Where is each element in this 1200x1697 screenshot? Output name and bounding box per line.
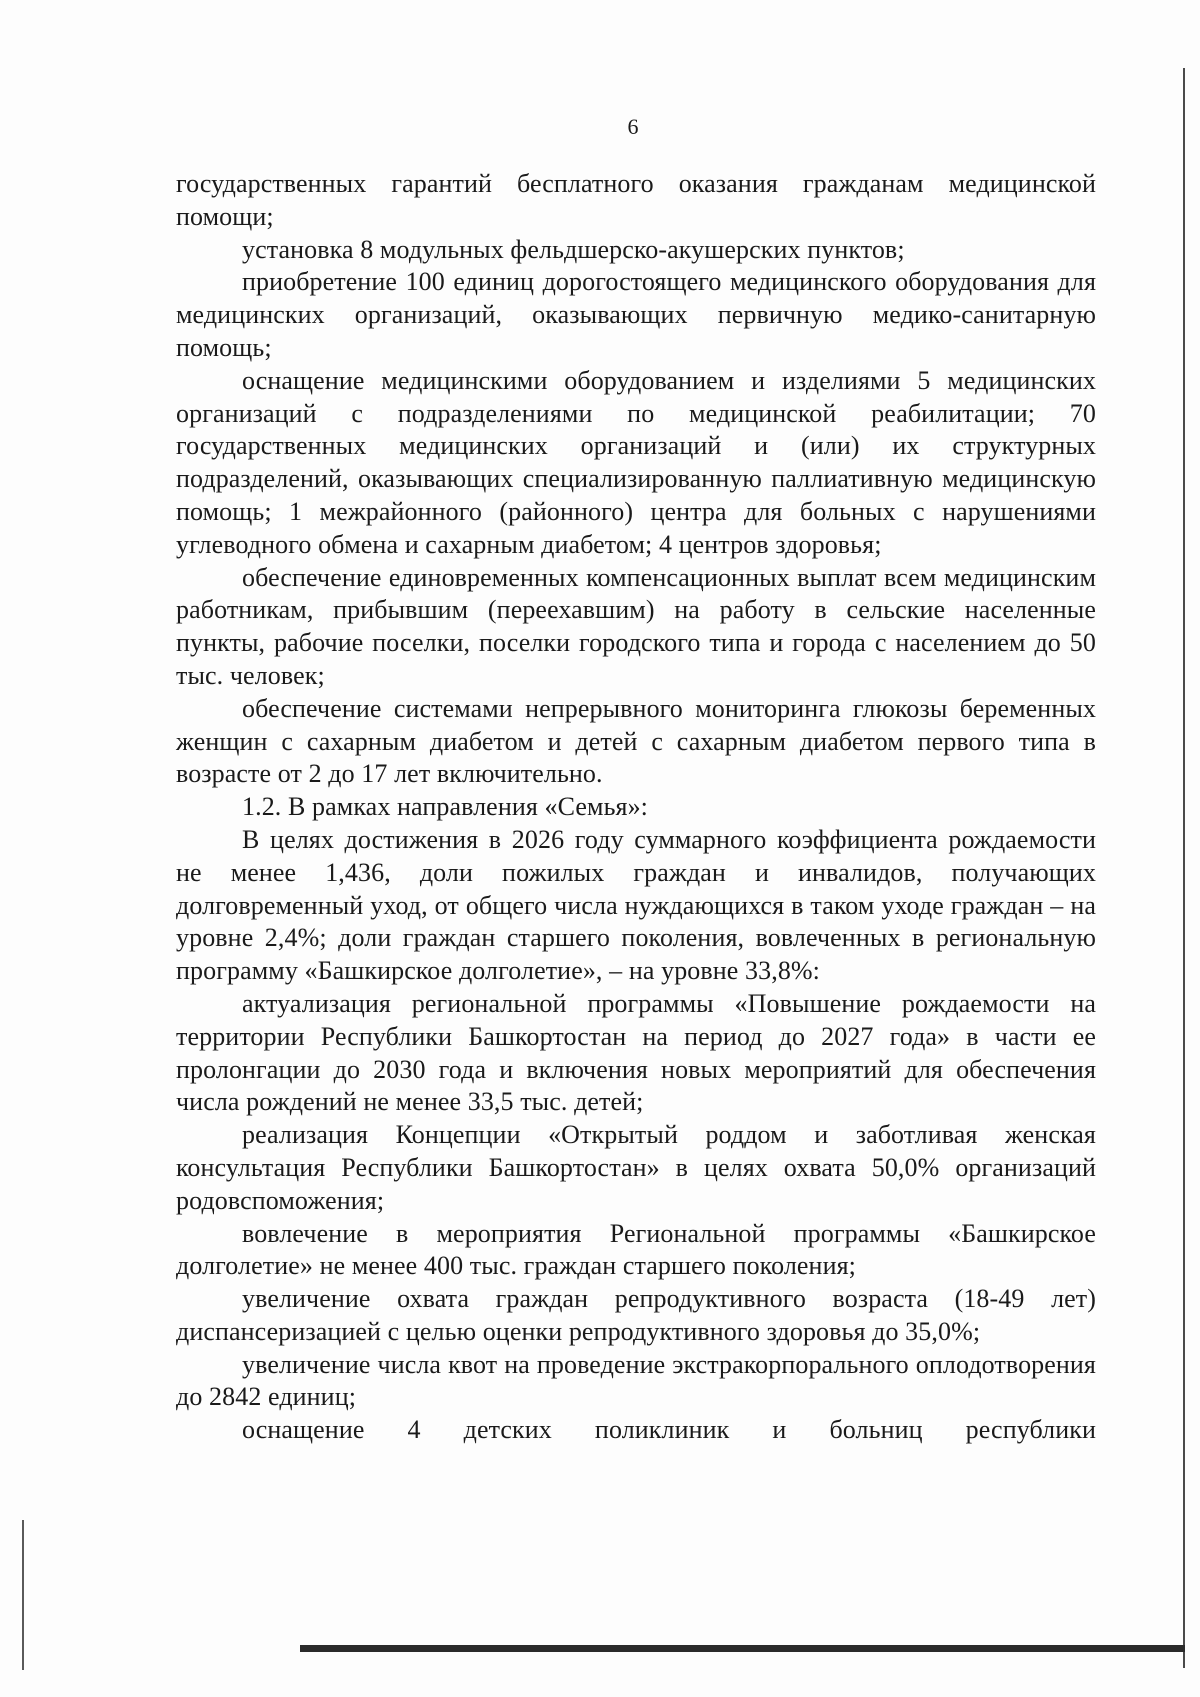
paragraph: государственных гарантий бесплатного оказания гражданам медицинской помощи; (176, 169, 1096, 231)
paragraph: оснащение 4 детских поликлиник и больниц республики (242, 1415, 1096, 1445)
scan-edge-bottom (300, 1645, 1185, 1652)
paragraph: увеличение числа квот на проведение экстракорпорального оплодотворения до 2842 единиц; (176, 1349, 1096, 1412)
scan-edge-right (1183, 68, 1185, 1668)
paragraph: установка 8 модульных фельдшерско-акушерских пунктов; (242, 234, 905, 264)
paragraph: актуализация региональной программы «Повышение рождаемости на территории Республики Башкортостан на период до 2027 года» в части ее пролонгации до 2030 года и включения новых мероприятий для обеспечения числа рождений не менее 33,5 тыс. детей; (176, 988, 1096, 1117)
paragraph: увеличение охвата граждан репродуктивного возраста (18-49 лет) диспансеризацией с целью оценки репродуктивного здоровья до 35,0%; (176, 1284, 1096, 1346)
paragraph: обеспечение системами непрерывного мониторинга глюкозы беременных женщин с сахарным диабетом и детей с сахарным диабетом первого типа в возрасте от 2 до 17 лет включительно. (176, 693, 1096, 789)
document-body (176, 168, 1096, 1447)
scan-edge-left (22, 1520, 24, 1670)
paragraph: вовлечение в мероприятия Региональной программы «Башкирское долголетие» не менее 400 тыс. граждан старшего поколения; (176, 1218, 1096, 1281)
page-number: 6 (627, 114, 639, 139)
paragraph: реализация Концепции «Открытый роддом и заботливая женская консультация Республики Башкортостан» в целях охвата 50,0% организаций родовспоможения; (176, 1120, 1096, 1215)
paragraph: обеспечение единовременных компенсационных выплат всем медицинским работникам, прибывшим (переехавшим) на работу в сельские населенные пункты, рабочие поселки, поселки городского типа и города с населением до 50 тыс. человек; (176, 562, 1096, 690)
section-heading: 1.2. В рамках направления «Семья»: (242, 792, 649, 822)
paragraph: приобретение 100 единиц дорогостоящего медицинского оборудования для медицинских организаций, оказывающих первичную медико-санитарную помощь; (176, 267, 1096, 362)
paragraph: В целях достижения в 2026 году суммарного коэффициента рождаемости не менее 1,436, доли пожилых граждан и инвалидов, получающих долговременный уход, от общего числа нуждающихся в таком уходе граждан – на уровне 2,4%; доли граждан старшего поколения, вовлеченных в региональную программу «Башкирское долголетие», – на уровне 33,8%: (176, 824, 1096, 986)
paragraph: оснащение медицинскими оборудованием и изделиями 5 медицинских организаций с подразделениями по медицинской реабилитации; 70 государственных медицинских организаций и (или) их структурных подразделений, оказывающих специализированную паллиативную медицинскую помощь; 1 межрайонного (районного) центра для больных с нарушениями углеводного обмена и сахарным диабетом; 4 центров здоровья; (176, 365, 1096, 559)
